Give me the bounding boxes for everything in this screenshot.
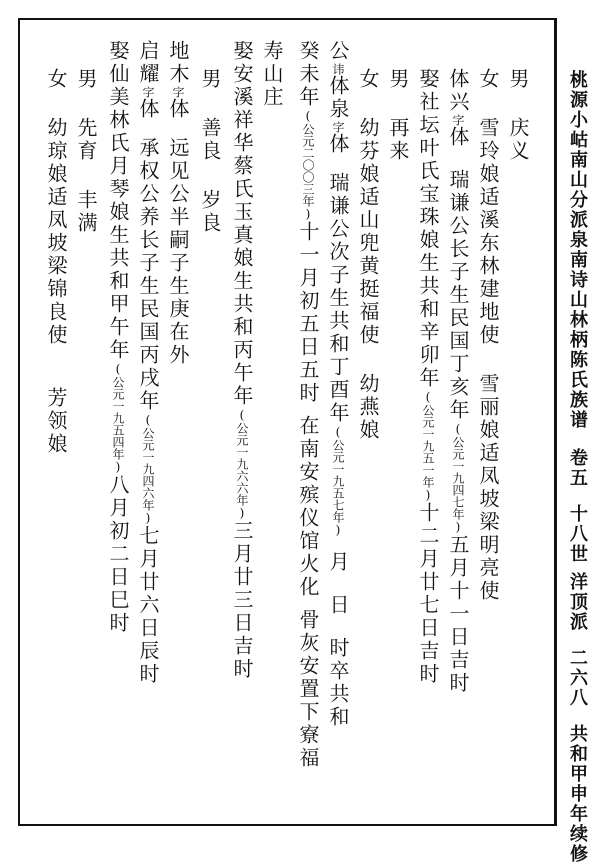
column-1-name: 庆义: [506, 117, 530, 163]
column-15-son-1: 先育: [74, 117, 98, 163]
column-15-role: 男: [74, 68, 98, 91]
column-7-zi-mark: 字: [331, 121, 345, 133]
column-6: [358, 68, 378, 442]
column-13-zi: 体: [136, 98, 160, 121]
column-4-date: 十二月廿七日吉时: [416, 502, 440, 686]
column-7-name: 体泉: [326, 75, 350, 121]
column-3-name: 体兴: [446, 68, 470, 114]
column-14-date: 八月初二日巳时: [106, 474, 130, 635]
column-2-daughter-2: 雪丽娘适凤坡梁明亮使: [476, 373, 500, 603]
column-11-son-2: 岁良: [198, 189, 222, 235]
column-7-death: 时卒共和: [326, 637, 350, 729]
column-14-year-note: (公元一九五四年): [111, 362, 125, 474]
book-title: 桃源小岵南山分派泉南诗山林柄陈氏族谱: [567, 70, 588, 430]
column-12: [168, 40, 188, 367]
column-12-name: 地木: [166, 40, 190, 86]
column-12-note: 远见公半嗣子生庚在外: [166, 137, 190, 367]
column-14: [108, 40, 128, 635]
column-5-name: 再来: [386, 117, 410, 163]
column-8-date: 十一月初五日五时: [296, 221, 320, 405]
column-16-daughter-2: 芳领娘: [44, 387, 68, 456]
column-8-burial: 骨灰安置下寮福: [296, 609, 320, 770]
edition-label: 共和甲申年续修: [567, 724, 588, 864]
column-13-birth: 承权公养长子生民国丙戌年: [136, 137, 160, 413]
column-10-spouse: 娶安溪祥华蔡氏玉真娘生共和丙午年: [230, 40, 254, 408]
column-13-zi-mark: 字: [141, 86, 155, 98]
generation-label: 十八世: [567, 504, 588, 564]
volume-label: 卷五: [567, 448, 588, 488]
column-1-role: 男: [506, 68, 530, 91]
page-number: 二六八: [567, 648, 588, 708]
column-9-place: 寿山庄: [260, 40, 284, 109]
column-7-day: 日: [326, 594, 350, 617]
column-4-year-note: (公元一九五一年): [421, 390, 435, 502]
column-4: [418, 68, 438, 686]
column-4-spouse: 娶社坛叶氏宝珠娘生共和辛卯年: [416, 68, 440, 390]
branch-label: 洋顶派: [567, 572, 588, 632]
column-5: [388, 68, 408, 163]
column-15-son-2: 丰满: [74, 189, 98, 235]
running-header: [568, 70, 586, 864]
column-2-role: 女: [476, 68, 500, 91]
column-12-zi: 体: [166, 98, 190, 121]
column-7-zi: 体: [326, 133, 350, 156]
column-11: [200, 68, 220, 235]
column-3-date: 五月十一日吉时: [446, 534, 470, 695]
column-16-role: 女: [44, 68, 68, 91]
column-12-zi-mark: 字: [171, 86, 185, 98]
column-10-year-note: (公元一九六六年): [235, 408, 249, 520]
column-7-title: 公: [326, 40, 350, 63]
column-7-month: 月: [326, 551, 350, 574]
column-7-year-note: (公元一九五七年): [331, 425, 345, 537]
column-11-son-1: 善良: [198, 117, 222, 163]
column-13-year-note: (公元一九四六年): [141, 413, 155, 525]
column-10-date: 三月廿三日吉时: [230, 520, 254, 681]
column-10: [232, 40, 252, 681]
column-6-daughter-1: 幼芬娘适山兜黄挺福使: [356, 117, 380, 347]
column-6-daughter-2: 幼燕娘: [356, 373, 380, 442]
column-13: [138, 40, 158, 686]
column-8-cremation: 在南安殡仪馆火化: [296, 415, 320, 599]
column-16-daughter-1: 幼琼娘适凤坡梁锦良使: [44, 117, 68, 347]
column-7: [328, 40, 348, 729]
column-3: [448, 68, 468, 695]
column-9: [262, 40, 282, 109]
column-14-spouse: 娶仙美林氏月琴娘生共和甲午年: [106, 40, 130, 362]
column-7-birth: 瑞谦公次子生共和丁酉年: [326, 172, 350, 425]
column-15: [76, 68, 96, 235]
column-3-year-note: (公元一九四七年): [451, 422, 465, 534]
column-6-role: 女: [356, 68, 380, 91]
column-16: [46, 68, 66, 456]
header-divider: [556, 18, 557, 826]
column-3-zi-mark: 字: [451, 114, 465, 126]
column-13-date: 七月廿六日辰时: [136, 525, 160, 686]
column-13-name: 启耀: [136, 40, 160, 86]
column-5-role: 男: [386, 68, 410, 91]
column-3-zi: 体: [446, 126, 470, 149]
column-8: [298, 40, 318, 770]
column-3-birth: 瑞谦公长子生民国丁亥年: [446, 169, 470, 422]
column-2: [478, 68, 498, 603]
column-11-role: 男: [198, 68, 222, 91]
column-2-daughter-1: 雪玲娘适溪东林建地使: [476, 117, 500, 347]
column-8-year: 癸未年: [296, 40, 320, 109]
column-7-hui-mark: 讳: [331, 63, 345, 75]
column-1: [508, 68, 528, 163]
column-8-year-note: (公元二〇〇三年): [301, 109, 315, 221]
